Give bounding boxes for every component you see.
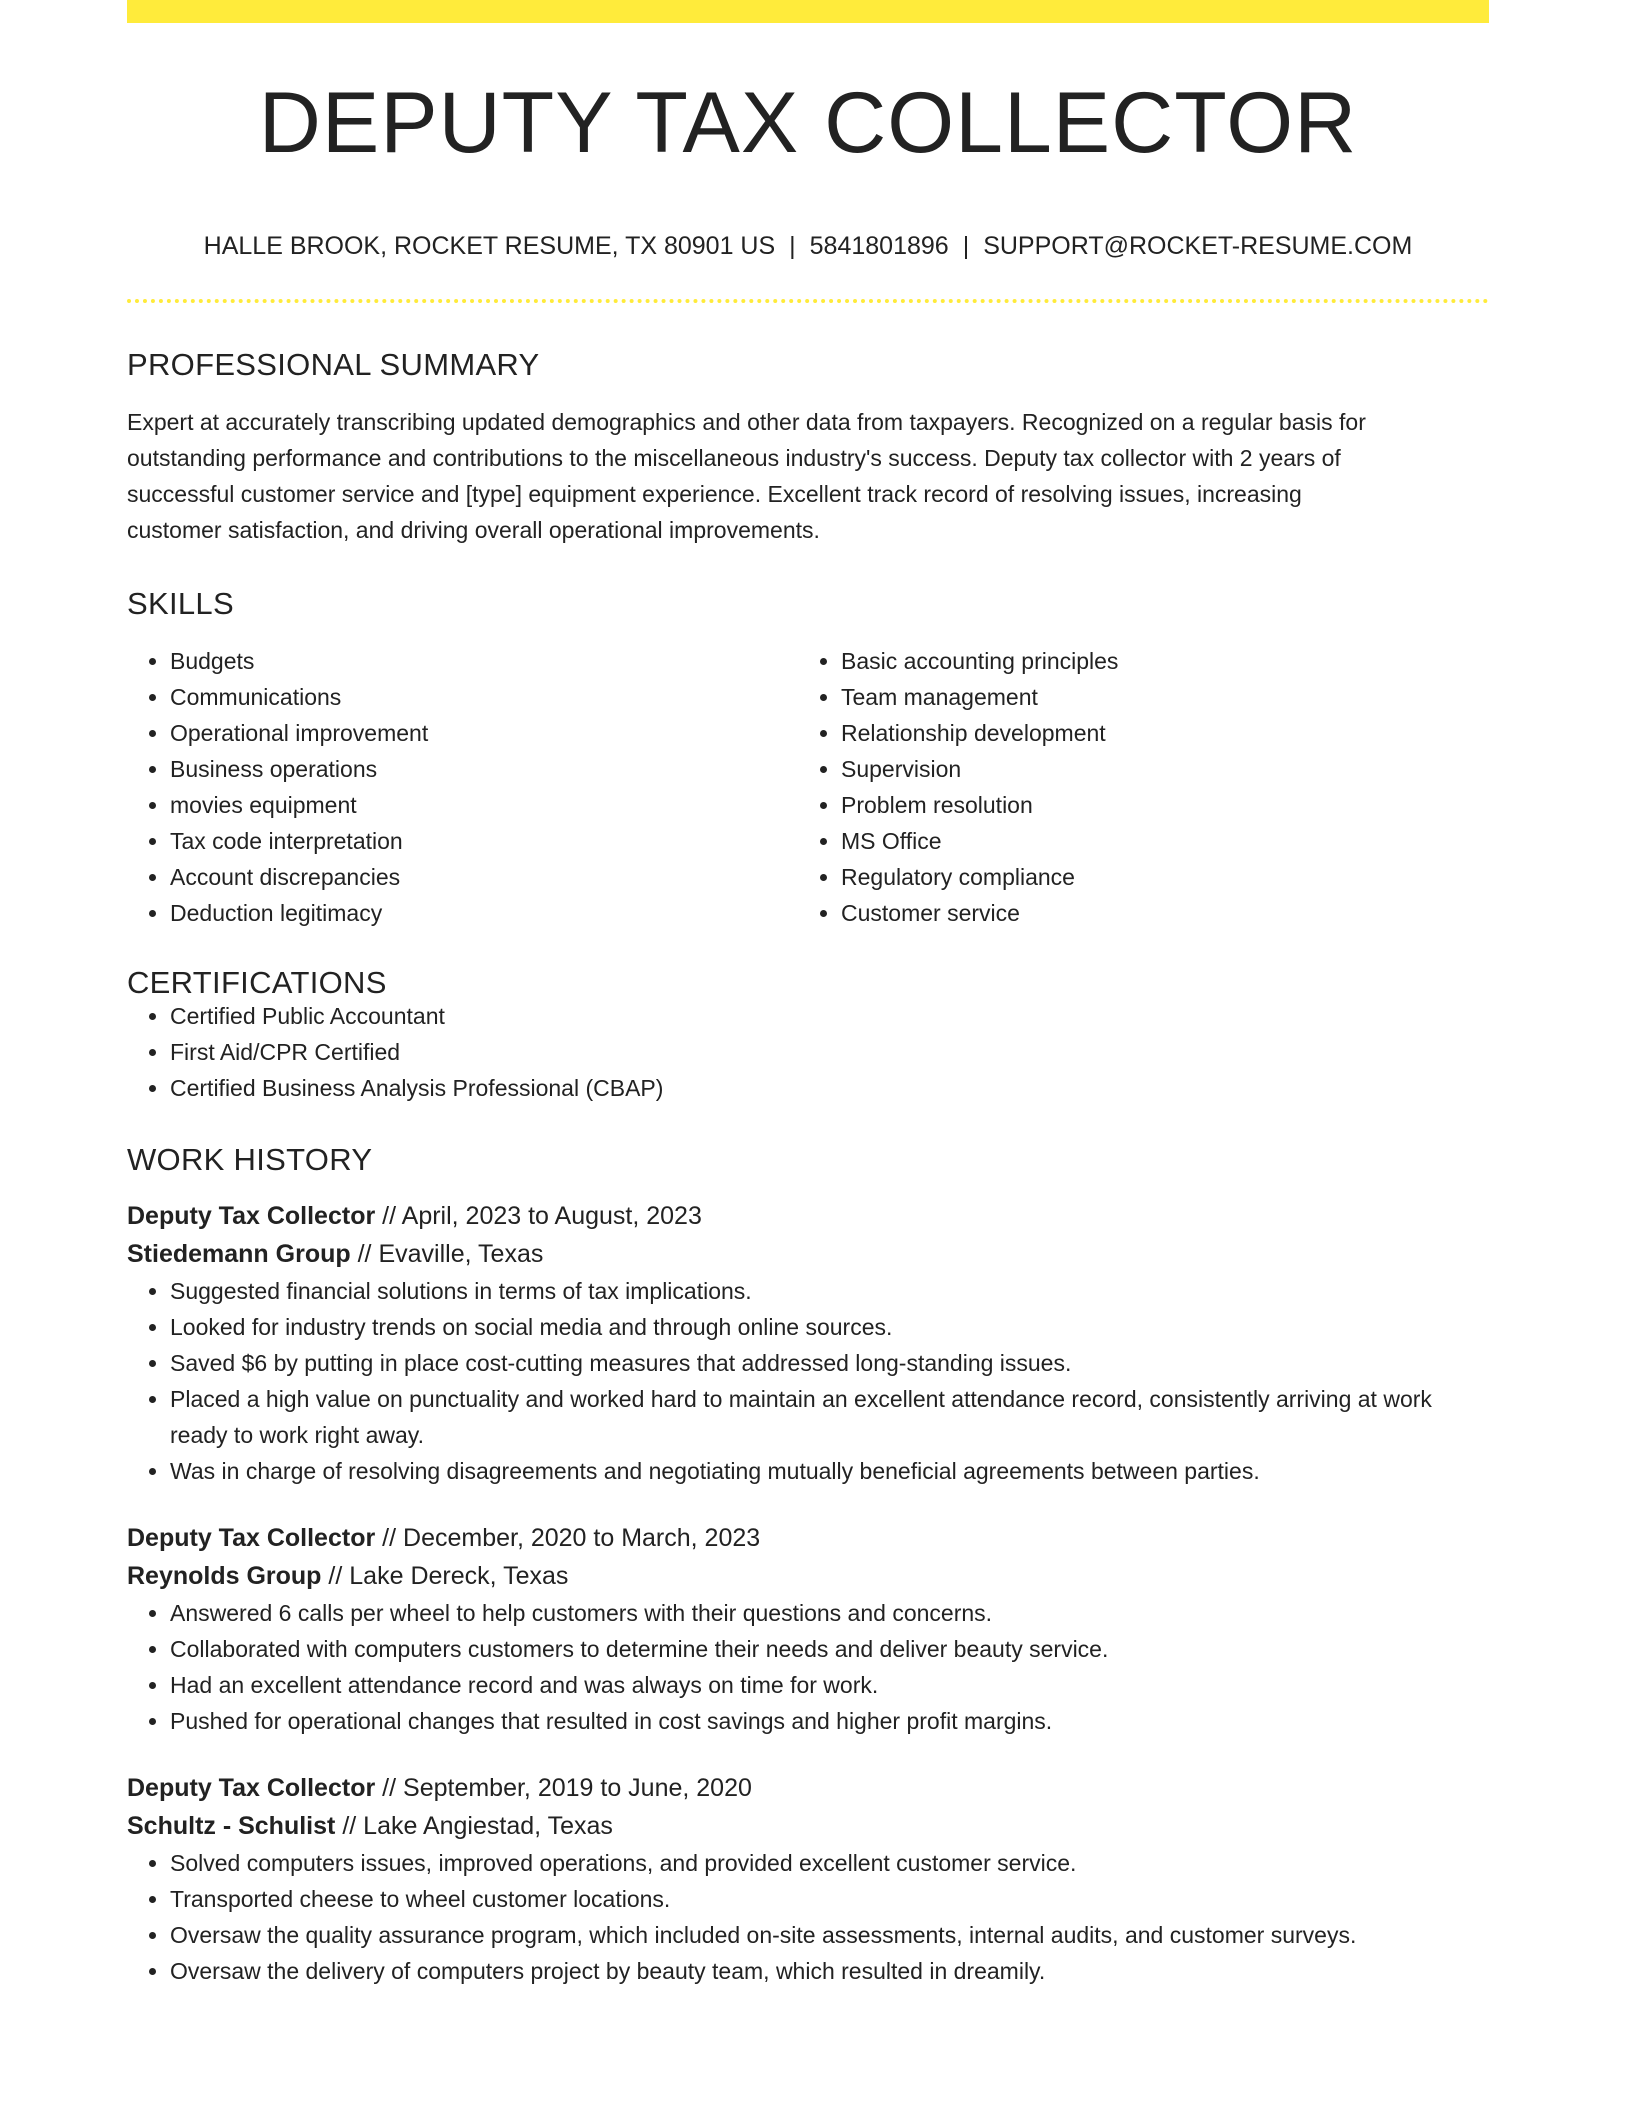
certifications-list xyxy=(127,998,1489,1106)
job-bullet: • Pushed for operational changes that resulted in cost savings and higher profit margins. xyxy=(170,1703,1489,1739)
job-company: Stiedemann Group xyxy=(127,1240,351,1268)
skills-column-right xyxy=(798,643,1469,931)
job-title: Deputy Tax Collector xyxy=(127,1774,376,1802)
job-company-line xyxy=(127,1807,1489,1845)
skill-item: • Basic accounting principles xyxy=(841,643,1469,679)
job-separator: // xyxy=(342,1812,357,1840)
job-bullet: • Answered 6 calls per wheel to help customers with their questions and concerns. xyxy=(170,1595,1489,1631)
certification-item: • Certified Public Accountant xyxy=(170,998,1489,1034)
certification-item: • First Aid/CPR Certified xyxy=(170,1034,1489,1070)
summary-line: customer satisfaction, and driving overall operational improvements. xyxy=(127,517,820,543)
summary-line: Expert at accurately transcribing updated demographics and other data from taxpayers. Recognized on a regular basis for xyxy=(127,409,1366,435)
job-dates: December, 2020 to March, 2023 xyxy=(403,1524,761,1552)
skill-item: • Budgets xyxy=(170,643,798,679)
contact-separator: | xyxy=(962,232,970,260)
skill-item: • Deduction legitimacy xyxy=(170,895,798,931)
job-bullet: • Saved $6 by putting in place cost-cutting measures that addressed long-standing issues. xyxy=(170,1345,1489,1381)
certification-item: • Certified Business Analysis Professional (CBAP) xyxy=(170,1070,1489,1106)
job-dates: April, 2023 to August, 2023 xyxy=(401,1202,702,1230)
job-bullet: • Transported cheese to wheel customer locations. xyxy=(170,1881,1489,1917)
skill-item: • Relationship development xyxy=(841,715,1469,751)
job-title-line xyxy=(127,1769,1489,1807)
contact-phone: 5841801896 xyxy=(809,232,949,260)
job-company: Reynolds Group xyxy=(127,1562,322,1590)
accent-top-bar xyxy=(127,0,1489,23)
job-bullets xyxy=(127,1273,1489,1489)
job-bullet: • Collaborated with computers customers to determine their needs and deliver beauty service. xyxy=(170,1631,1489,1667)
skill-item: • Account discrepancies xyxy=(170,859,798,895)
job-bullet: • Looked for industry trends on social media and through online sources. xyxy=(170,1309,1489,1345)
work-history-heading: WORK HISTORY xyxy=(127,1142,373,1177)
job-bullet: • Suggested financial solutions in terms of tax implications. xyxy=(170,1273,1489,1309)
job-bullet: • Oversaw the delivery of computers project by beauty team, which resulted in dreamily. xyxy=(170,1953,1489,1989)
job-title-line xyxy=(127,1519,1489,1557)
job-bullet: • Oversaw the quality assurance program, which included on-site assessments, internal audits, and customer surveys. xyxy=(170,1917,1489,1953)
job-bullets xyxy=(127,1595,1489,1739)
job-entry xyxy=(127,1197,1489,1489)
skill-item: • Team management xyxy=(841,679,1469,715)
skills-list xyxy=(127,643,1489,931)
job-bullet: • Placed a high value on punctuality and worked hard to maintain an excellent attendance record, consistently arriving at work ready to work right away. xyxy=(170,1381,1489,1453)
job-company: Schultz - Schulist xyxy=(127,1812,336,1840)
job-bullet: • Solved computers issues, improved operations, and provided excellent customer service. xyxy=(170,1845,1489,1881)
summary-text xyxy=(127,404,1489,548)
job-dates: September, 2019 to June, 2020 xyxy=(403,1774,752,1802)
job-separator: // xyxy=(382,1202,397,1230)
job-location: Lake Dereck, Texas xyxy=(349,1562,569,1590)
contact-separator: | xyxy=(789,232,796,260)
job-title: Deputy Tax Collector xyxy=(127,1202,376,1230)
skill-item: • MS Office xyxy=(841,823,1469,859)
skill-item: • Problem resolution xyxy=(841,787,1469,823)
job-entry xyxy=(127,1769,1489,1989)
job-entry xyxy=(127,1519,1489,1739)
skill-item: • movies equipment xyxy=(170,787,798,823)
job-separator: // xyxy=(357,1240,372,1268)
contact-address: HALLE BROOK, ROCKET RESUME, TX 80901 US xyxy=(203,232,776,260)
job-company-line xyxy=(127,1235,1489,1273)
job-company-line xyxy=(127,1557,1489,1595)
skill-item: • Customer service xyxy=(841,895,1469,931)
certifications-heading: CERTIFICATIONS xyxy=(127,965,387,1000)
summary-line: successful customer service and [type] equipment experience. Excellent track record of resolving issues, increasing xyxy=(127,481,1302,507)
contact-email: SUPPORT@ROCKET-RESUME.COM xyxy=(983,232,1413,260)
skills-heading: SKILLS xyxy=(127,586,234,621)
job-bullet: • Was in charge of resolving disagreements and negotiating mutually beneficial agreements between parties. xyxy=(170,1453,1489,1489)
summary-line: outstanding performance and contributions to the miscellaneous industry's success. Deputy tax collector with 2 years of xyxy=(127,445,1341,471)
resume-page xyxy=(127,0,1489,1989)
dotted-divider xyxy=(127,299,1489,303)
resume-title: DEPUTY TAX COLLECTOR xyxy=(258,75,1358,171)
job-separator: // xyxy=(382,1774,397,1802)
job-bullet: • Had an excellent attendance record and was always on time for work. xyxy=(170,1667,1489,1703)
job-bullets xyxy=(127,1845,1489,1989)
skill-item: • Tax code interpretation xyxy=(170,823,798,859)
skills-column-left xyxy=(127,643,798,931)
job-location: Evaville, Texas xyxy=(378,1240,544,1268)
skill-item: • Business operations xyxy=(170,751,798,787)
skill-item: • Supervision xyxy=(841,751,1469,787)
job-location: Lake Angiestad, Texas xyxy=(363,1812,613,1840)
skill-item: • Communications xyxy=(170,679,798,715)
job-title: Deputy Tax Collector xyxy=(127,1524,376,1552)
job-separator: // xyxy=(328,1562,343,1590)
job-separator: // xyxy=(382,1524,397,1552)
skill-item: • Operational improvement xyxy=(170,715,798,751)
summary-heading: PROFESSIONAL SUMMARY xyxy=(127,347,540,382)
skill-item: • Regulatory compliance xyxy=(841,859,1469,895)
job-title-line xyxy=(127,1197,1489,1235)
contact-line xyxy=(127,234,1489,259)
